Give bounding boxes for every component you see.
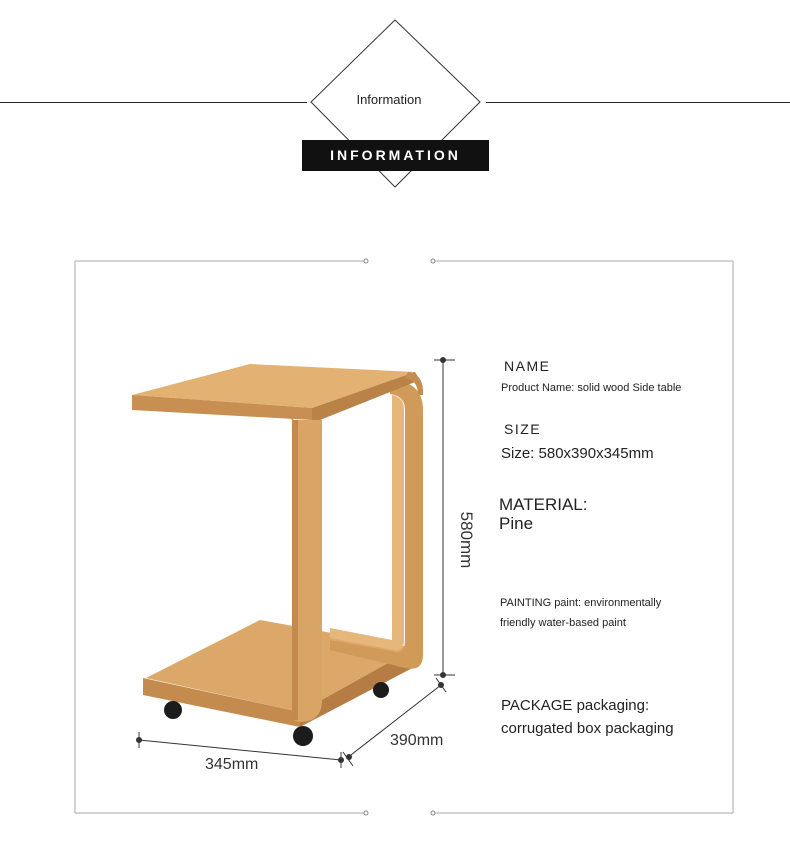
header-diamond-label: Information [356, 92, 422, 107]
height-dimension-label: 580mm [457, 511, 476, 569]
material-value: Pine [499, 514, 534, 533]
size-value: Size: 580x390x345mm [501, 445, 654, 462]
side-table-image [132, 364, 423, 746]
package-line-2: corrugated box packaging [501, 720, 674, 737]
package-line-1: PACKAGE packaging: [501, 697, 650, 714]
painting-line-1: PAINTING paint: environmentally [500, 597, 662, 609]
material-heading: MATERIAL: [499, 495, 588, 514]
width-dimension-label: 345mm [205, 756, 259, 773]
name-value: Product Name: solid wood Side table [501, 382, 682, 394]
size-heading: SIZE [504, 421, 542, 437]
painting-line-2: friendly water-based paint [500, 617, 626, 629]
header-banner: INFORMATION [302, 140, 489, 171]
depth-dimension-label: 390mm [390, 732, 444, 749]
name-heading: NAME [504, 358, 551, 374]
